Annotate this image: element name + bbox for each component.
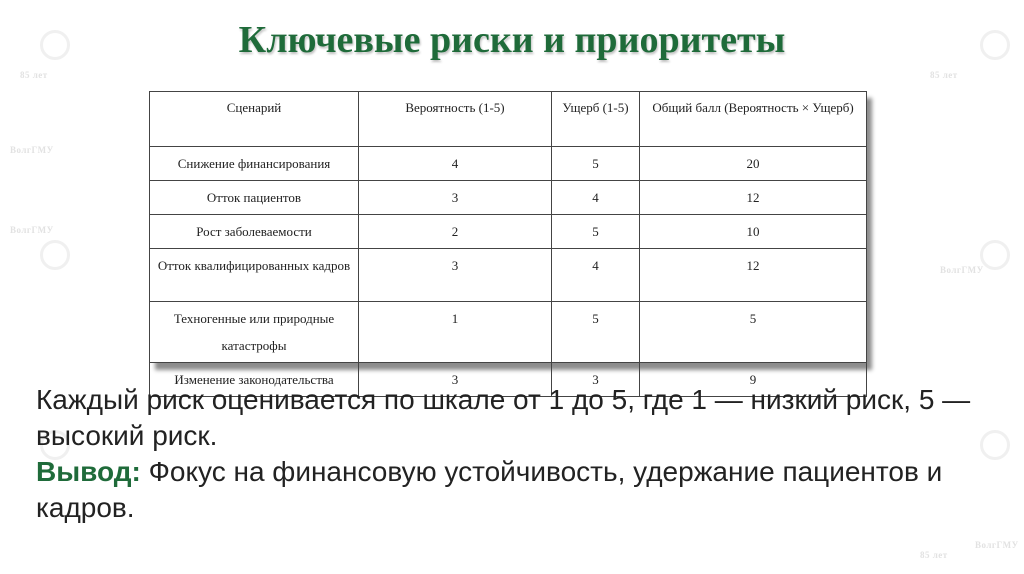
cell-damage: 5 [552,215,640,249]
watermark-emblem-icon [40,240,70,270]
cell-scenario: Снижение финансирования [150,147,359,181]
table-row [150,181,867,215]
risk-table-container [149,91,866,387]
table-row [150,147,867,181]
cell-total: 9 [640,363,867,397]
column-header-total-score: Общий балл (Вероятность × Ущерб) [640,92,867,147]
table-row [150,302,867,363]
slide-body [36,382,976,526]
watermark-label: ВолгГМУ [940,265,984,275]
watermark-label: ВолгГМУ [10,145,54,155]
cell-scenario: Рост заболеваемости [150,215,359,249]
cell-total: 20 [640,147,867,181]
watermark-emblem-icon [980,430,1010,460]
slide-title: Ключевые риски и приоритеты [238,19,786,61]
column-header-damage: Ущерб (1-5) [552,92,640,147]
watermark-emblem-icon [980,240,1010,270]
cell-probability: 2 [359,215,552,249]
table-row [150,249,867,302]
cell-damage: 4 [552,249,640,302]
risk-table [149,91,867,397]
cell-damage: 5 [552,302,640,363]
table-row [150,215,867,249]
cell-probability: 3 [359,363,552,397]
conclusion-text: Фокус на финансовую устойчивость, удержание пациентов и кадров. [36,456,943,523]
column-header-probability: Вероятность (1-5) [359,92,552,147]
cell-total: 10 [640,215,867,249]
cell-total: 12 [640,181,867,215]
cell-total: 12 [640,249,867,302]
table-header-row [150,92,867,147]
cell-damage: 5 [552,147,640,181]
column-header-scenario: Сценарий [150,92,359,147]
cell-probability: 1 [359,302,552,363]
conclusion-paragraph [36,454,976,526]
scale-description: Каждый риск оценивается по шкале от 1 до 5, где 1 — низкий риск, 5 — высокий риск. [36,384,971,451]
watermark-label: ВолгГМУ [975,540,1019,550]
watermark-label: 85 лет [920,550,948,560]
cell-scenario: Изменение законодательства [150,363,359,397]
watermark-label: 85 лет [930,70,958,80]
cell-probability: 3 [359,181,552,215]
cell-probability: 3 [359,249,552,302]
conclusion-label: Вывод: [36,456,141,487]
cell-scenario: Отток квалифицированных кадров [150,249,359,302]
cell-damage: 3 [552,363,640,397]
cell-scenario: Отток пациентов [150,181,359,215]
watermark-label: ВолгГМУ [10,225,54,235]
watermark-label: 85 лет [20,70,48,80]
cell-scenario: Техногенные или природные катастрофы [150,302,359,363]
cell-damage: 4 [552,181,640,215]
cell-total: 5 [640,302,867,363]
cell-probability: 4 [359,147,552,181]
